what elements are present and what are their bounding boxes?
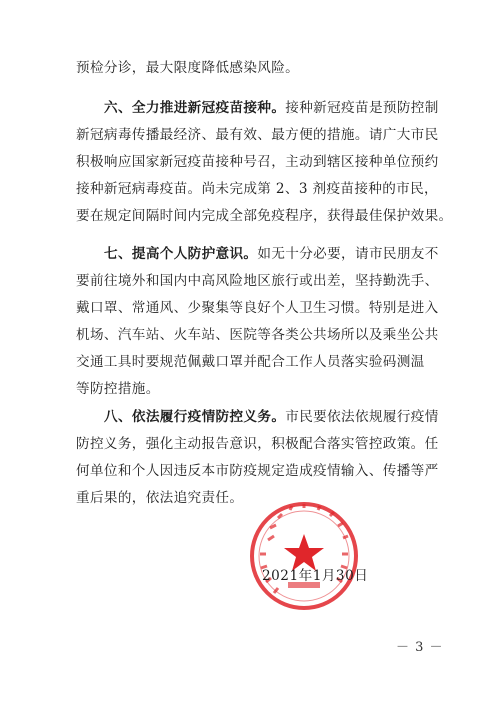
body-line: 接种新冠病毒疫苗。尚未完成第 2、3 剂疫苗接种的市民， [76, 181, 438, 197]
section-eight-heading: 八、依法履行疫情防控义务。 [104, 409, 286, 425]
document-date: 2021年1月30日 [262, 568, 369, 584]
body-line: 机场、汽车站、火车站、医院等各类公共场所以及乘坐公共 [76, 327, 439, 343]
official-seal-stamp [248, 500, 360, 612]
section-six-line: 六、全力推进新冠疫苗接种。接种新冠疫苗是预防控制 [104, 100, 439, 116]
page-number: － 3 － [396, 640, 444, 655]
body-line: 交通工具时要规范佩戴口罩并配合工作人员落实验码测温 [76, 354, 425, 370]
body-line: 防控义务，强化主动报告意识，积极配合落实管控政策。任 [76, 436, 439, 452]
body-line: 戴口罩、常通风、少聚集等良好个人卫生习惯。特别是进入 [76, 300, 439, 316]
body-line: 重后果的，依法追究责任。 [76, 490, 244, 506]
section-seven-heading: 七、提高个人防护意识。 [104, 246, 258, 262]
body-line: 要前往境外和国内中高风险地区旅行或出差，坚持勤洗手、 [76, 273, 439, 289]
body-line: 积极响应国家新冠疫苗接种号召，主动到辖区接种单位预约 [76, 154, 439, 170]
section-eight-line: 八、依法履行疫情防控义务。市民要依法依规履行疫情 [104, 409, 439, 425]
section-seven-line: 七、提高个人防护意识。如无十分必要，请市民朋友不 [104, 246, 439, 262]
body-line: 何单位和个人因违反本市防疫规定造成疫情输入、传播等严 [76, 463, 439, 479]
body-line: 新冠病毒传播最经济、最有效、最方便的措施。请广大市民 [76, 127, 439, 143]
body-line: 要在规定间隔时间内完成全部免疫程序，获得最佳保护效果。 [76, 208, 453, 224]
body-line: 等防控措施。 [76, 381, 160, 397]
section-six-heading: 六、全力推进新冠疫苗接种。 [104, 100, 286, 116]
body-line: 预检分诊，最大限度降低感染风险。 [76, 60, 300, 76]
